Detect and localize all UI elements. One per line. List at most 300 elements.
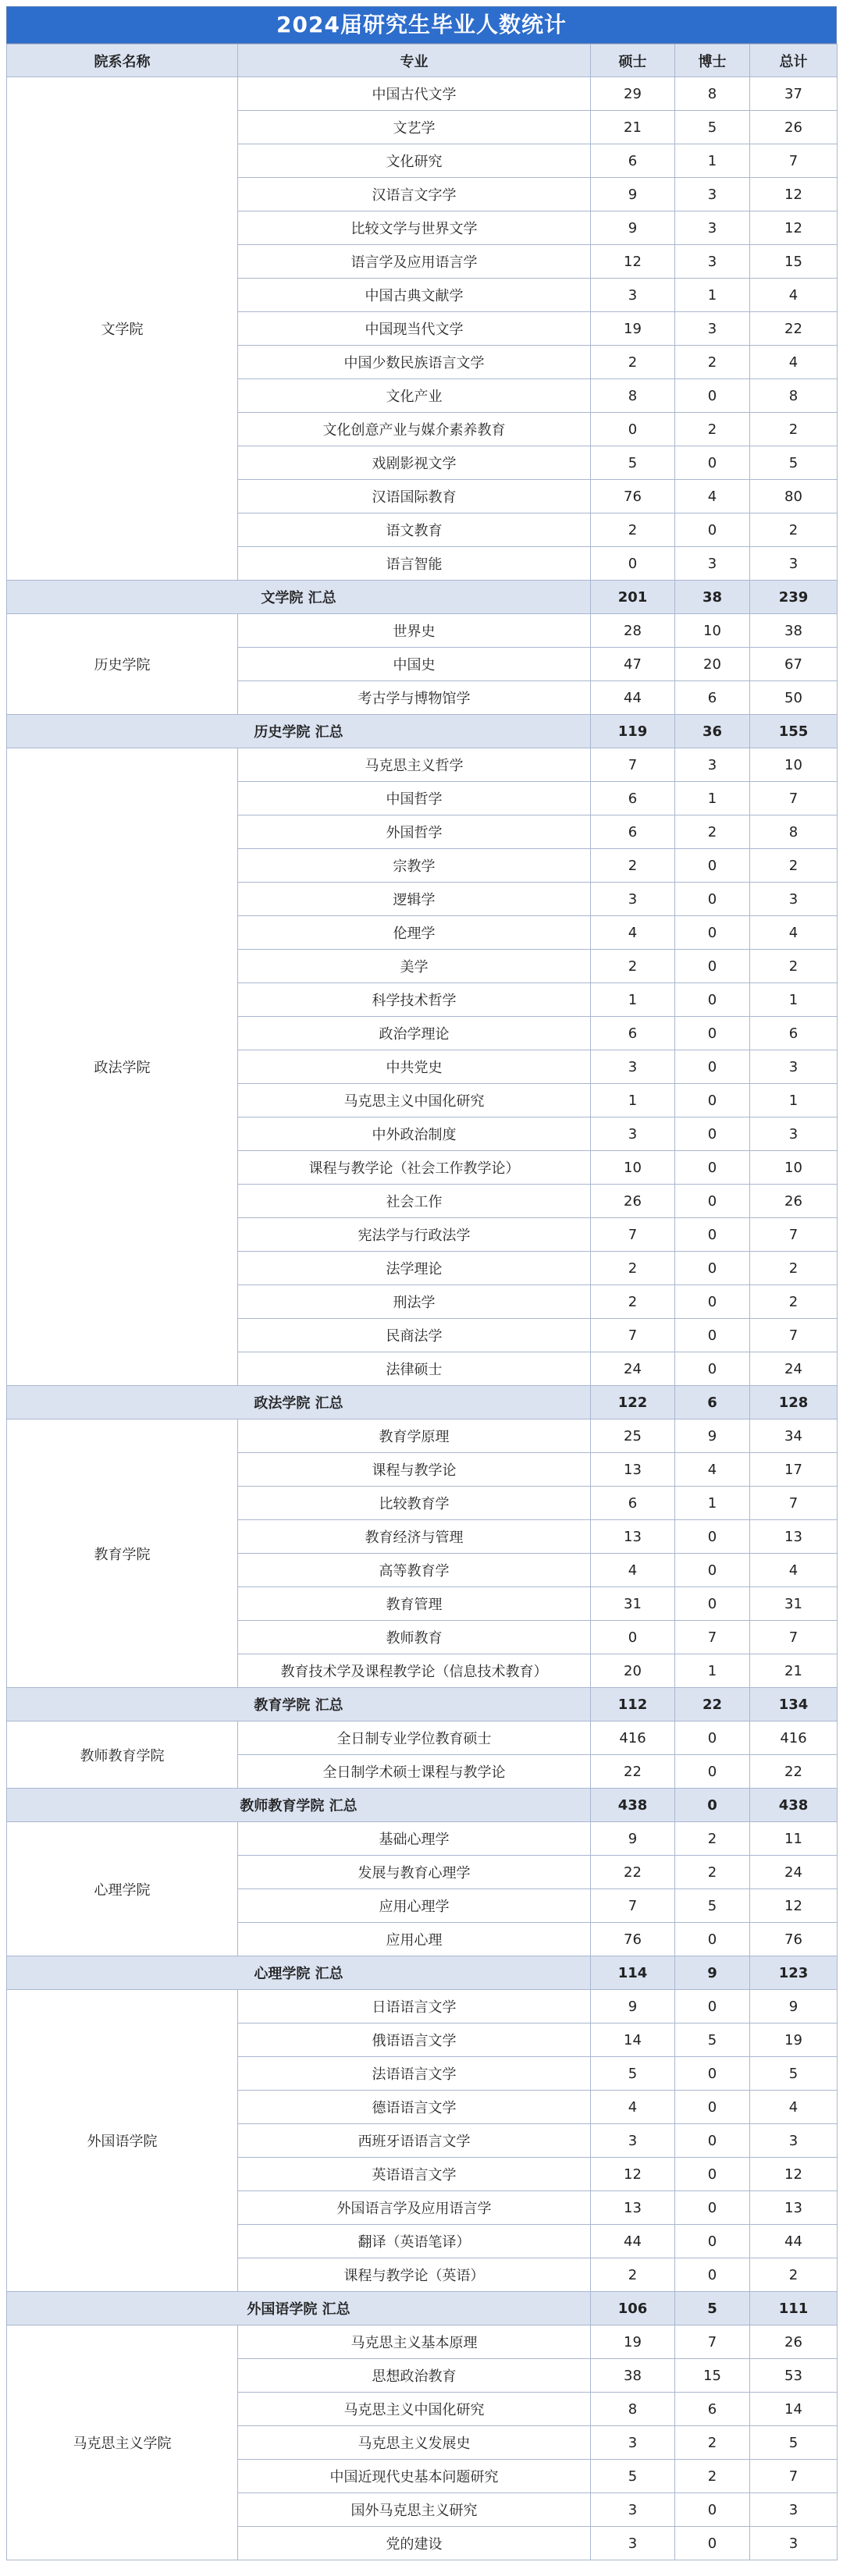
table-row [7, 2326, 838, 2359]
summary-label: 外国语学院 汇总 [7, 2292, 591, 2326]
major-name: 中国史 [238, 648, 591, 681]
summary-label: 政法学院 汇总 [7, 1386, 591, 1419]
master-count: 3 [591, 1050, 675, 1084]
doctor-count: 0 [675, 916, 750, 950]
header-row [7, 44, 838, 77]
major-name: 西班牙语语言文学 [238, 2124, 591, 2158]
total-count: 8 [750, 379, 838, 413]
total-count: 31 [750, 1587, 838, 1621]
summary-total: 128 [750, 1386, 838, 1419]
table-row [7, 614, 838, 648]
doctor-count: 5 [675, 2023, 750, 2057]
master-count: 3 [591, 2426, 675, 2460]
total-count: 5 [750, 446, 838, 480]
total-count: 2 [750, 413, 838, 446]
master-count: 29 [591, 77, 675, 111]
doctor-count: 3 [675, 211, 750, 245]
total-count: 7 [750, 144, 838, 178]
total-count: 5 [750, 2426, 838, 2460]
master-count: 10 [591, 1151, 675, 1185]
summary-total: 111 [750, 2292, 838, 2326]
summary-label: 历史学院 汇总 [7, 715, 591, 748]
table-body [7, 77, 838, 2560]
total-count: 76 [750, 1923, 838, 1956]
doctor-count: 1 [675, 782, 750, 815]
summary-row [7, 581, 838, 614]
doctor-count: 0 [675, 1755, 750, 1789]
total-count: 26 [750, 111, 838, 144]
major-name: 中共党史 [238, 1050, 591, 1084]
master-count: 3 [591, 2527, 675, 2560]
total-count: 2 [750, 2258, 838, 2292]
college-name: 马克思主义学院 [7, 2326, 238, 2560]
master-count: 7 [591, 748, 675, 782]
major-name: 英语语言文学 [238, 2158, 591, 2191]
doctor-count: 0 [675, 983, 750, 1017]
master-count: 9 [591, 211, 675, 245]
doctor-count: 2 [675, 1856, 750, 1889]
master-count: 0 [591, 413, 675, 446]
summary-master: 438 [591, 1789, 675, 1822]
doctor-count: 9 [675, 1419, 750, 1453]
master-count: 9 [591, 178, 675, 211]
total-count: 50 [750, 681, 838, 715]
summary-doctor: 36 [675, 715, 750, 748]
major-name: 中国古典文献学 [238, 279, 591, 312]
total-count: 44 [750, 2225, 838, 2258]
major-name: 外国哲学 [238, 815, 591, 849]
doctor-count: 0 [675, 1050, 750, 1084]
total-count: 3 [750, 2124, 838, 2158]
doctor-count: 5 [675, 111, 750, 144]
total-count: 24 [750, 1352, 838, 1386]
doctor-count: 3 [675, 178, 750, 211]
master-count: 5 [591, 2460, 675, 2493]
master-count: 22 [591, 1856, 675, 1889]
header-major: 专业 [238, 44, 591, 77]
summary-label: 心理学院 汇总 [7, 1956, 591, 1990]
total-count: 4 [750, 916, 838, 950]
doctor-count: 3 [675, 547, 750, 581]
master-count: 44 [591, 681, 675, 715]
total-count: 13 [750, 1520, 838, 1554]
major-name: 语言学及应用语言学 [238, 245, 591, 279]
master-count: 2 [591, 1285, 675, 1319]
doctor-count: 0 [675, 2124, 750, 2158]
doctor-count: 0 [675, 1554, 750, 1587]
total-count: 7 [750, 2460, 838, 2493]
master-count: 6 [591, 815, 675, 849]
master-count: 19 [591, 312, 675, 346]
master-count: 6 [591, 782, 675, 815]
total-count: 10 [750, 748, 838, 782]
major-name: 发展与教育心理学 [238, 1856, 591, 1889]
major-name: 逻辑学 [238, 883, 591, 916]
major-name: 日语语言文学 [238, 1990, 591, 2023]
major-name: 法语语言文学 [238, 2057, 591, 2091]
master-count: 6 [591, 1487, 675, 1520]
master-count: 0 [591, 547, 675, 581]
doctor-count: 0 [675, 950, 750, 983]
doctor-count: 0 [675, 1923, 750, 1956]
total-count: 10 [750, 1151, 838, 1185]
total-count: 7 [750, 1487, 838, 1520]
major-name: 中国少数民族语言文学 [238, 346, 591, 379]
summary-doctor: 6 [675, 1386, 750, 1419]
doctor-count: 0 [675, 513, 750, 547]
major-name: 中外政治制度 [238, 1117, 591, 1151]
college-name: 教师教育学院 [7, 1721, 238, 1789]
major-name: 马克思主义基本原理 [238, 2326, 591, 2359]
master-count: 14 [591, 2023, 675, 2057]
master-count: 26 [591, 1185, 675, 1218]
total-count: 12 [750, 2158, 838, 2191]
doctor-count: 0 [675, 2191, 750, 2225]
major-name: 高等教育学 [238, 1554, 591, 1587]
doctor-count: 20 [675, 648, 750, 681]
master-count: 22 [591, 1755, 675, 1789]
master-count: 8 [591, 379, 675, 413]
major-name: 马克思主义中国化研究 [238, 2393, 591, 2426]
total-count: 2 [750, 1252, 838, 1285]
summary-label: 文学院 汇总 [7, 581, 591, 614]
master-count: 4 [591, 916, 675, 950]
total-count: 22 [750, 1755, 838, 1789]
major-name: 基础心理学 [238, 1822, 591, 1856]
major-name: 文艺学 [238, 111, 591, 144]
total-count: 3 [750, 2493, 838, 2527]
master-count: 1 [591, 983, 675, 1017]
master-count: 12 [591, 2158, 675, 2191]
major-name: 中国哲学 [238, 782, 591, 815]
doctor-count: 0 [675, 1319, 750, 1352]
master-count: 4 [591, 1554, 675, 1587]
total-count: 34 [750, 1419, 838, 1453]
doctor-count: 4 [675, 480, 750, 513]
doctor-count: 1 [675, 1487, 750, 1520]
summary-doctor: 0 [675, 1789, 750, 1822]
summary-master: 201 [591, 581, 675, 614]
table-row [7, 1990, 838, 2023]
major-name: 思想政治教育 [238, 2359, 591, 2393]
college-name: 外国语学院 [7, 1990, 238, 2292]
master-count: 76 [591, 1923, 675, 1956]
master-count: 5 [591, 2057, 675, 2091]
major-name: 中国近现代史基本问题研究 [238, 2460, 591, 2493]
total-count: 22 [750, 312, 838, 346]
master-count: 2 [591, 950, 675, 983]
doctor-count: 0 [675, 1721, 750, 1755]
doctor-count: 1 [675, 144, 750, 178]
major-name: 文化研究 [238, 144, 591, 178]
total-count: 53 [750, 2359, 838, 2393]
master-count: 3 [591, 1117, 675, 1151]
summary-master: 122 [591, 1386, 675, 1419]
total-count: 12 [750, 1889, 838, 1923]
summary-row [7, 715, 838, 748]
master-count: 2 [591, 2258, 675, 2292]
doctor-count: 0 [675, 1285, 750, 1319]
major-name: 马克思主义中国化研究 [238, 1084, 591, 1117]
college-name: 政法学院 [7, 748, 238, 1386]
total-count: 7 [750, 1218, 838, 1252]
college-name: 文学院 [7, 77, 238, 581]
summary-master: 112 [591, 1688, 675, 1721]
summary-total: 239 [750, 581, 838, 614]
master-count: 2 [591, 346, 675, 379]
total-count: 3 [750, 883, 838, 916]
total-count: 13 [750, 2191, 838, 2225]
doctor-count: 15 [675, 2359, 750, 2393]
master-count: 44 [591, 2225, 675, 2258]
doctor-count: 0 [675, 1185, 750, 1218]
total-count: 4 [750, 279, 838, 312]
total-count: 2 [750, 950, 838, 983]
summary-label: 教师教育学院 汇总 [7, 1789, 591, 1822]
master-count: 3 [591, 2493, 675, 2527]
doctor-count: 0 [675, 1990, 750, 2023]
header-doctor: 博士 [675, 44, 750, 77]
summary-total: 155 [750, 715, 838, 748]
doctor-count: 0 [675, 446, 750, 480]
total-count: 37 [750, 77, 838, 111]
summary-total: 438 [750, 1789, 838, 1822]
total-count: 4 [750, 2091, 838, 2124]
header-total: 总计 [750, 44, 838, 77]
master-count: 2 [591, 1252, 675, 1285]
major-name: 教育管理 [238, 1587, 591, 1621]
master-count: 9 [591, 1822, 675, 1856]
total-count: 4 [750, 1554, 838, 1587]
doctor-count: 7 [675, 2326, 750, 2359]
total-count: 14 [750, 2393, 838, 2426]
master-count: 6 [591, 1017, 675, 1050]
master-count: 76 [591, 480, 675, 513]
total-count: 1 [750, 983, 838, 1017]
major-name: 教育经济与管理 [238, 1520, 591, 1554]
total-count: 38 [750, 614, 838, 648]
total-count: 19 [750, 2023, 838, 2057]
total-count: 26 [750, 2326, 838, 2359]
doctor-count: 0 [675, 1084, 750, 1117]
major-name: 德语语言文学 [238, 2091, 591, 2124]
doctor-count: 0 [675, 2225, 750, 2258]
master-count: 19 [591, 2326, 675, 2359]
major-name: 汉语言文字学 [238, 178, 591, 211]
total-count: 17 [750, 1453, 838, 1487]
major-name: 宪法学与行政法学 [238, 1218, 591, 1252]
total-count: 1 [750, 1084, 838, 1117]
total-count: 80 [750, 480, 838, 513]
major-name: 政治学理论 [238, 1017, 591, 1050]
total-count: 12 [750, 211, 838, 245]
major-name: 教师教育 [238, 1621, 591, 1654]
doctor-count: 2 [675, 2460, 750, 2493]
master-count: 25 [591, 1419, 675, 1453]
total-count: 7 [750, 782, 838, 815]
total-count: 3 [750, 547, 838, 581]
major-name: 语文教育 [238, 513, 591, 547]
master-count: 2 [591, 849, 675, 883]
doctor-count: 1 [675, 1654, 750, 1688]
doctor-count: 0 [675, 1151, 750, 1185]
doctor-count: 0 [675, 1352, 750, 1386]
summary-row [7, 1956, 838, 1990]
total-count: 416 [750, 1721, 838, 1755]
doctor-count: 3 [675, 245, 750, 279]
total-count: 4 [750, 346, 838, 379]
summary-doctor: 9 [675, 1956, 750, 1990]
major-name: 马克思主义发展史 [238, 2426, 591, 2460]
total-count: 3 [750, 2527, 838, 2560]
master-count: 0 [591, 1621, 675, 1654]
major-name: 戏剧影视文学 [238, 446, 591, 480]
total-count: 8 [750, 815, 838, 849]
doctor-count: 8 [675, 77, 750, 111]
college-name: 历史学院 [7, 614, 238, 715]
summary-doctor: 22 [675, 1688, 750, 1721]
major-name: 俄语语言文学 [238, 2023, 591, 2057]
summary-row [7, 1789, 838, 1822]
summary-master: 119 [591, 715, 675, 748]
summary-doctor: 38 [675, 581, 750, 614]
total-count: 24 [750, 1856, 838, 1889]
doctor-count: 5 [675, 1889, 750, 1923]
major-name: 国外马克思主义研究 [238, 2493, 591, 2527]
master-count: 416 [591, 1721, 675, 1755]
major-name: 社会工作 [238, 1185, 591, 1218]
doctor-count: 0 [675, 2158, 750, 2191]
college-name: 教育学院 [7, 1419, 238, 1688]
total-count: 11 [750, 1822, 838, 1856]
doctor-count: 2 [675, 2426, 750, 2460]
master-count: 24 [591, 1352, 675, 1386]
major-name: 翻译（英语笔译） [238, 2225, 591, 2258]
total-count: 2 [750, 513, 838, 547]
doctor-count: 2 [675, 1822, 750, 1856]
master-count: 7 [591, 1889, 675, 1923]
major-name: 教育学原理 [238, 1419, 591, 1453]
total-count: 21 [750, 1654, 838, 1688]
table-row [7, 1419, 838, 1453]
major-name: 全日制专业学位教育硕士 [238, 1721, 591, 1755]
doctor-count: 0 [675, 379, 750, 413]
doctor-count: 3 [675, 312, 750, 346]
total-count: 7 [750, 1319, 838, 1352]
major-name: 法学理论 [238, 1252, 591, 1285]
doctor-count: 6 [675, 2393, 750, 2426]
doctor-count: 0 [675, 2258, 750, 2292]
major-name: 科学技术哲学 [238, 983, 591, 1017]
doctor-count: 0 [675, 2493, 750, 2527]
doctor-count: 0 [675, 2527, 750, 2560]
major-name: 课程与教学论 [238, 1453, 591, 1487]
summary-total: 123 [750, 1956, 838, 1990]
major-name: 考古学与博物馆学 [238, 681, 591, 715]
college-name: 心理学院 [7, 1822, 238, 1956]
major-name: 教育技术学及课程教学论（信息技术教育） [238, 1654, 591, 1688]
summary-label: 教育学院 汇总 [7, 1688, 591, 1721]
doctor-count: 7 [675, 1621, 750, 1654]
major-name: 党的建设 [238, 2527, 591, 2560]
master-count: 13 [591, 2191, 675, 2225]
major-name: 外国语言学及应用语言学 [238, 2191, 591, 2225]
master-count: 2 [591, 513, 675, 547]
master-count: 7 [591, 1218, 675, 1252]
master-count: 13 [591, 1520, 675, 1554]
major-name: 全日制学术硕士课程与教学论 [238, 1755, 591, 1789]
master-count: 21 [591, 111, 675, 144]
major-name: 中国古代文学 [238, 77, 591, 111]
total-count: 2 [750, 1285, 838, 1319]
total-count: 5 [750, 2057, 838, 2091]
doctor-count: 0 [675, 849, 750, 883]
master-count: 28 [591, 614, 675, 648]
major-name: 美学 [238, 950, 591, 983]
doctor-count: 0 [675, 1520, 750, 1554]
doctor-count: 2 [675, 346, 750, 379]
header-college: 院系名称 [7, 44, 238, 77]
summary-row [7, 1386, 838, 1419]
major-name: 法律硕士 [238, 1352, 591, 1386]
summary-row [7, 2292, 838, 2326]
major-name: 刑法学 [238, 1285, 591, 1319]
total-count: 26 [750, 1185, 838, 1218]
doctor-count: 6 [675, 681, 750, 715]
master-count: 9 [591, 1990, 675, 2023]
master-count: 4 [591, 2091, 675, 2124]
major-name: 文化创意产业与媒介素养教育 [238, 413, 591, 446]
total-count: 12 [750, 178, 838, 211]
master-count: 3 [591, 883, 675, 916]
doctor-count: 1 [675, 279, 750, 312]
table-row [7, 748, 838, 782]
major-name: 汉语国际教育 [238, 480, 591, 513]
major-name: 比较文学与世界文学 [238, 211, 591, 245]
summary-total: 134 [750, 1688, 838, 1721]
master-count: 38 [591, 2359, 675, 2393]
doctor-count: 0 [675, 883, 750, 916]
summary-row [7, 1688, 838, 1721]
doctor-count: 0 [675, 1017, 750, 1050]
header-master: 硕士 [591, 44, 675, 77]
master-count: 3 [591, 2124, 675, 2158]
table-row [7, 1822, 838, 1856]
master-count: 31 [591, 1587, 675, 1621]
major-name: 应用心理 [238, 1923, 591, 1956]
master-count: 8 [591, 2393, 675, 2426]
summary-doctor: 5 [675, 2292, 750, 2326]
table-title: 2024届研究生毕业人数统计 [6, 6, 837, 44]
master-count: 5 [591, 446, 675, 480]
major-name: 伦理学 [238, 916, 591, 950]
major-name: 课程与教学论（英语） [238, 2258, 591, 2292]
master-count: 20 [591, 1654, 675, 1688]
graduates-table [6, 44, 838, 2560]
doctor-count: 3 [675, 748, 750, 782]
doctor-count: 2 [675, 413, 750, 446]
master-count: 6 [591, 144, 675, 178]
major-name: 民商法学 [238, 1319, 591, 1352]
major-name: 宗教学 [238, 849, 591, 883]
doctor-count: 0 [675, 2091, 750, 2124]
major-name: 世界史 [238, 614, 591, 648]
major-name: 课程与教学论（社会工作教学论） [238, 1151, 591, 1185]
major-name: 应用心理学 [238, 1889, 591, 1923]
doctor-count: 0 [675, 1117, 750, 1151]
doctor-count: 0 [675, 1587, 750, 1621]
total-count: 3 [750, 1050, 838, 1084]
